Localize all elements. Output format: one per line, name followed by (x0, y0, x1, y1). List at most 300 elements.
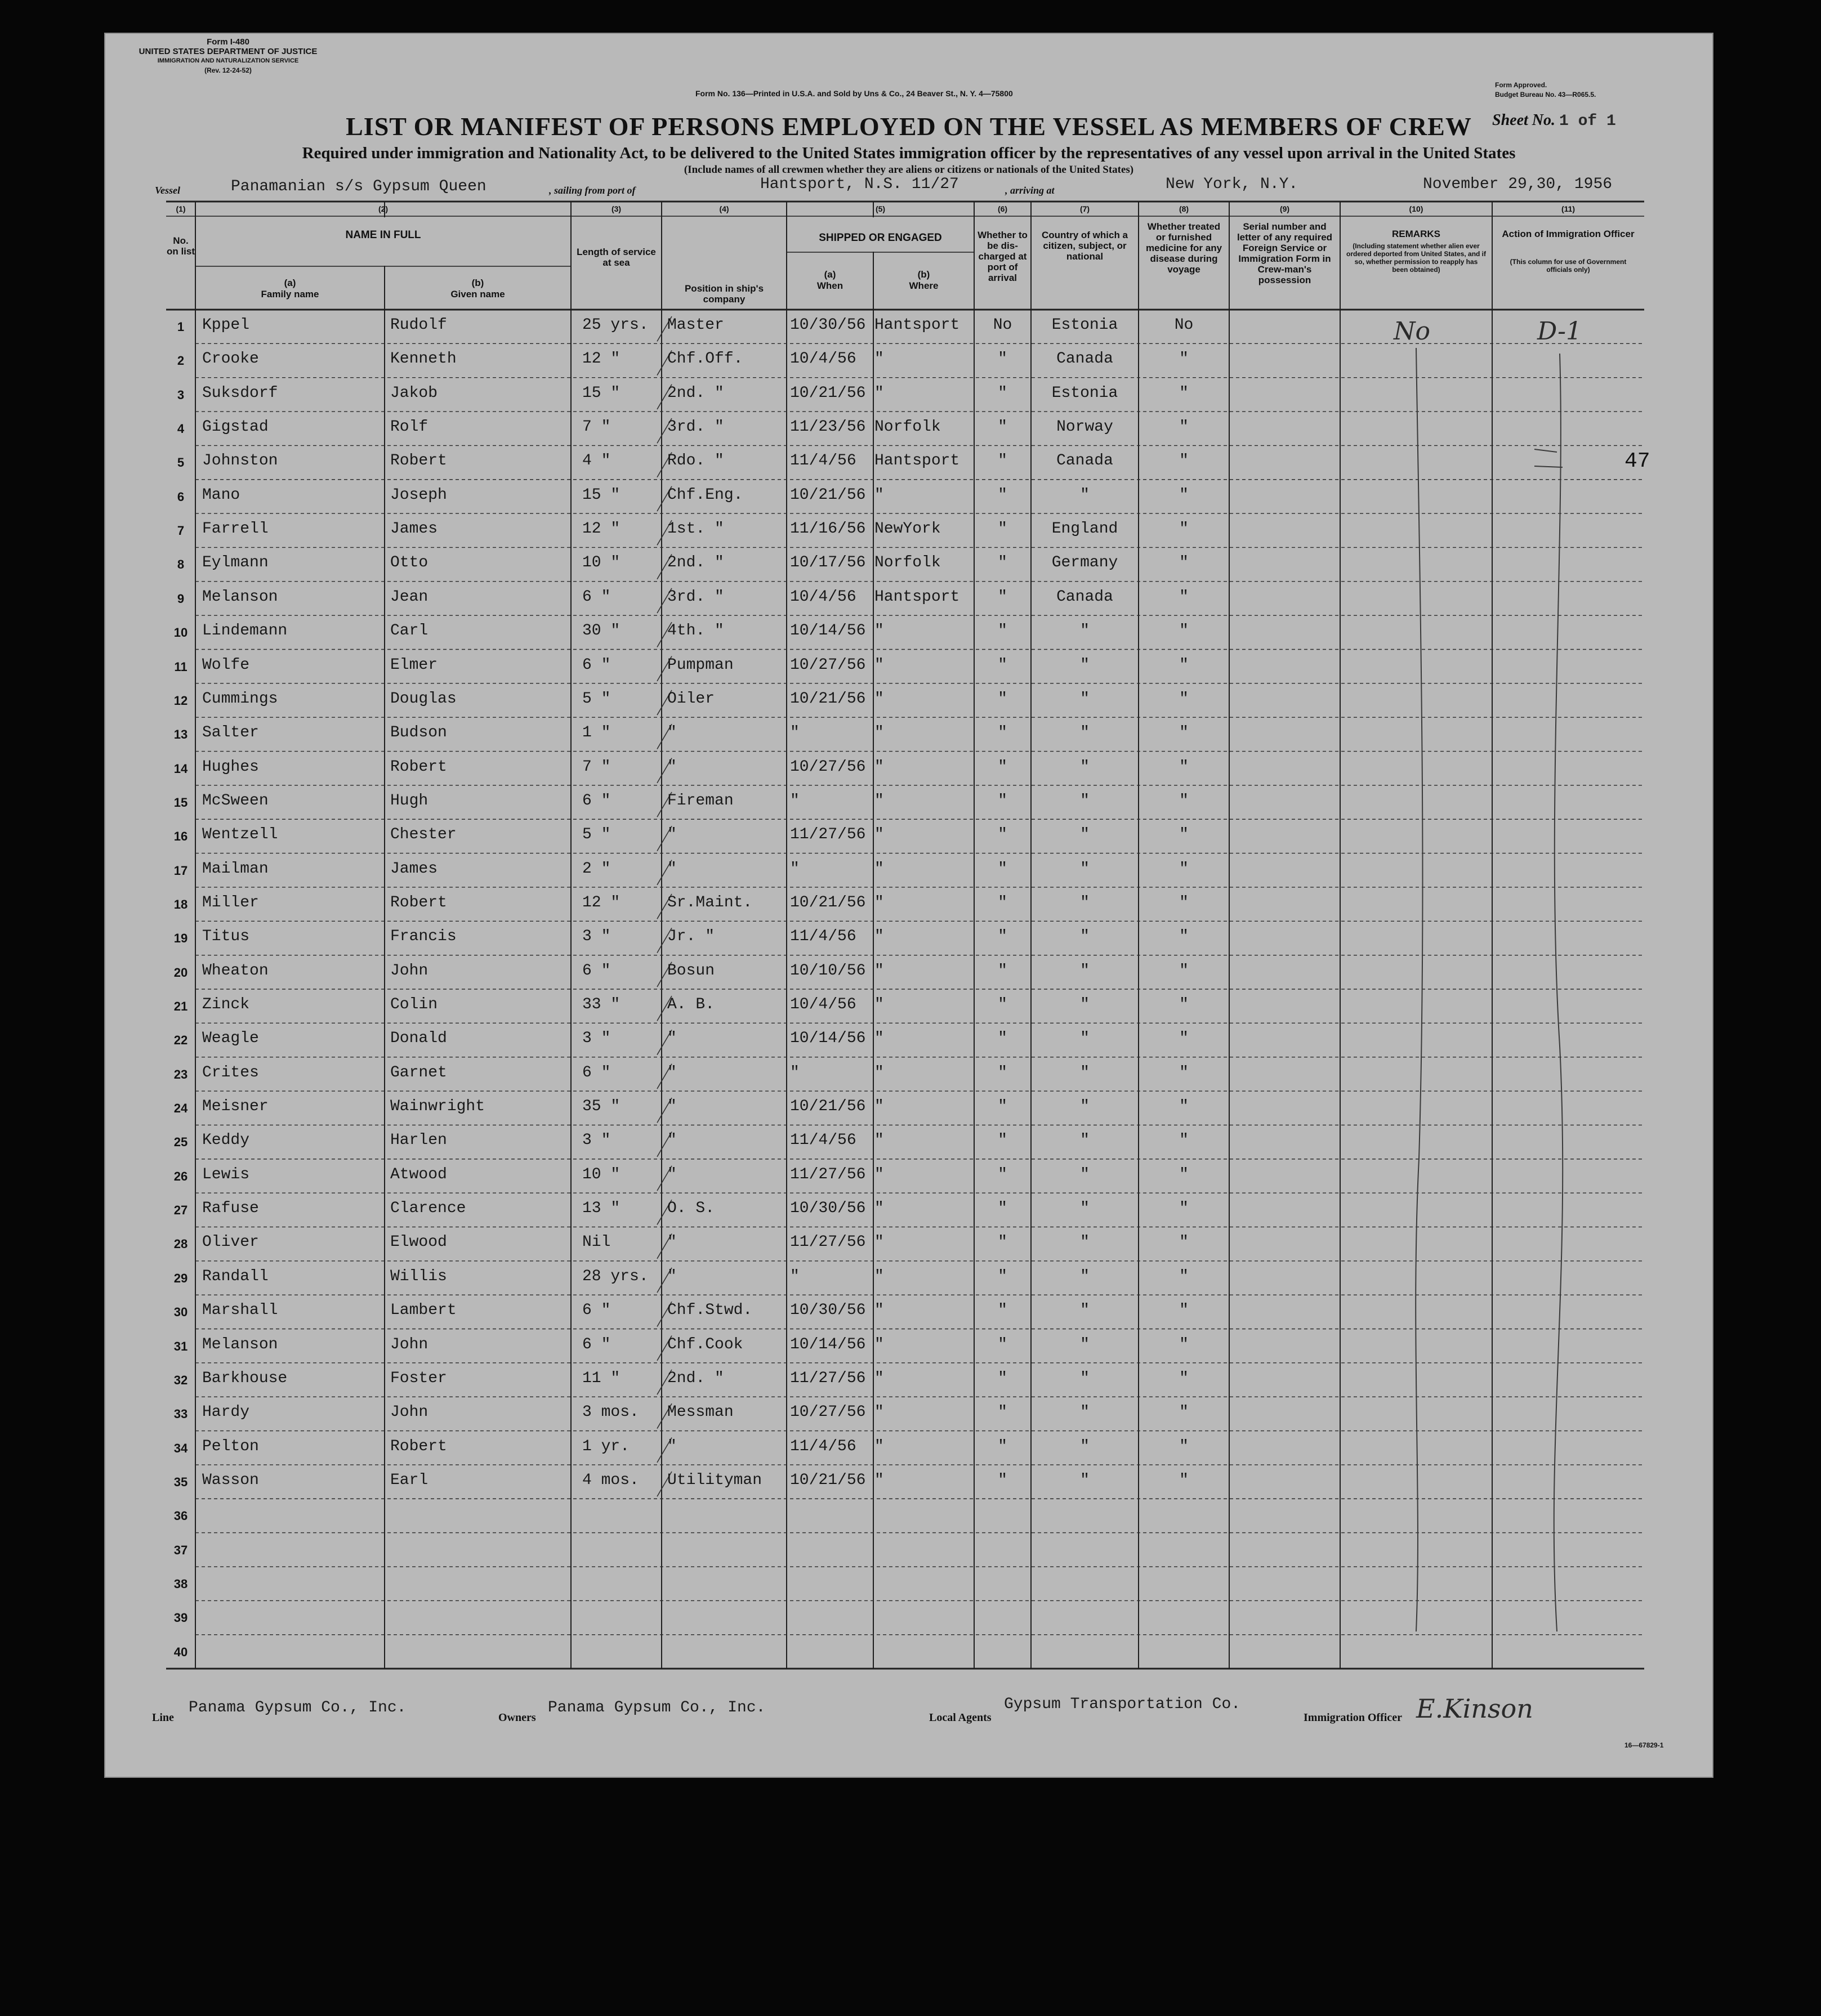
cell-treated: " (1179, 418, 1189, 436)
cell-given: Kenneth (390, 350, 457, 368)
agents-label: Local Agents (929, 1711, 992, 1724)
header-when: When (816, 280, 843, 291)
cell-length: 3 " (582, 1132, 611, 1150)
cell-treated: " (1179, 452, 1189, 470)
cell-position: " (667, 1165, 677, 1183)
column-number: (11) (1561, 204, 1575, 213)
cell-where: " (874, 384, 884, 402)
cell-where: " (874, 622, 884, 640)
cell-where: NewYork (874, 520, 941, 538)
cell-where: Hantsport (874, 588, 960, 606)
remarks-pencil-line (1416, 348, 1422, 1631)
cell-where: " (874, 792, 884, 810)
cell-country: Canada (1056, 350, 1113, 368)
cell-given: Douglas (390, 690, 457, 708)
cell-where: " (874, 724, 884, 742)
cell-treated: " (1179, 928, 1189, 946)
row-number: 22 (173, 1033, 188, 1048)
subtitle-note: (Include names of all crewmen whether they are aliens or citizens or nationals of the United States) (684, 164, 1134, 176)
sheet-value: 1 of 1 (1559, 113, 1616, 130)
header-when-a: (a) (824, 269, 836, 280)
row-number: 8 (177, 557, 185, 572)
cell-when: " (790, 1063, 800, 1081)
cell-position: 3rd. " (667, 588, 724, 606)
cell-country: " (1080, 1063, 1090, 1081)
cell-family: Melanson (202, 1335, 278, 1353)
header-given-name: Given name (450, 289, 505, 300)
cell-where: " (874, 860, 884, 878)
cell-family: Eylmann (202, 554, 269, 572)
cell-discharged: " (998, 520, 1007, 538)
row-number: 25 (173, 1135, 188, 1150)
cell-length: 12 " (582, 350, 621, 368)
cell-discharged: " (998, 758, 1007, 776)
cell-country: " (1080, 1335, 1090, 1353)
column-number: (6) (997, 204, 1008, 213)
manifest-sheet (104, 33, 1713, 1778)
cell-length: 7 " (582, 418, 611, 436)
row-number: 7 (177, 524, 185, 538)
cell-family: Wolfe (202, 656, 250, 674)
row-number: 2 (177, 354, 185, 368)
cell-length: 28 yrs. (582, 1267, 649, 1285)
header-remarks: REMARKS (1392, 229, 1440, 239)
service: IMMIGRATION AND NATURALIZATION SERVICE (157, 57, 299, 64)
cell-treated: " (1179, 792, 1189, 810)
cell-position: " (667, 1098, 677, 1116)
cell-when: 11/27/56 (790, 1369, 866, 1387)
row-number: 36 (173, 1509, 188, 1523)
cell-given: Robert (390, 1437, 447, 1455)
cell-given: Otto (390, 554, 429, 572)
column-number: (2) (378, 204, 389, 213)
cell-length: 6 " (582, 588, 611, 606)
cell-country: " (1080, 622, 1090, 640)
cell-length: 7 " (582, 758, 611, 776)
owners-label: Owners (498, 1711, 536, 1724)
cell-when: 11/4/56 (790, 452, 856, 470)
header-no-on-list: No. on list (166, 235, 195, 257)
cell-length: Nil (582, 1233, 611, 1251)
cell-family: Zinck (202, 996, 250, 1013)
column-number: (8) (1179, 204, 1189, 213)
cell-country: " (1080, 1098, 1090, 1116)
cell-position: Bosun (667, 962, 715, 980)
budget-bureau: Budget Bureau No. 43—R065.5. (1495, 91, 1596, 99)
cell-treated: " (1179, 350, 1189, 368)
cell-family: Gigstad (202, 418, 269, 436)
header-position: Position in ship's company (684, 283, 764, 305)
cell-length: 33 " (582, 996, 621, 1013)
cell-length: 3 " (582, 928, 611, 946)
cell-family: Wasson (202, 1471, 259, 1489)
cell-when: " (790, 792, 800, 810)
row-number: 15 (173, 795, 188, 810)
action-pencil-line (1554, 354, 1563, 1631)
cell-family: Farrell (202, 520, 269, 538)
cell-treated: " (1179, 1132, 1189, 1150)
cell-country: Canada (1056, 588, 1113, 606)
header-serial: Serial number and letter of any required Foreign Service or Immigration Form in Crew-man's possession (1237, 221, 1333, 285)
cell-country: Norway (1056, 418, 1113, 436)
row-number: 29 (173, 1271, 188, 1285)
cell-given: Atwood (390, 1165, 447, 1183)
cell-country: Canada (1056, 452, 1113, 470)
cell-where: " (874, 1437, 884, 1455)
cell-when: 10/30/56 (790, 1200, 866, 1218)
cell-given: Chester (390, 826, 457, 844)
cell-length: 15 " (582, 486, 621, 504)
cell-when: 10/21/56 (790, 1098, 866, 1116)
row-number: 30 (173, 1305, 188, 1320)
cell-position: Chf.Off. (667, 350, 743, 368)
cell-length: 1 " (582, 724, 611, 742)
header-given-b: (b) (471, 278, 484, 288)
cell-country: " (1080, 656, 1090, 674)
cell-position: " (667, 1063, 677, 1081)
cell-position: 2nd. " (667, 554, 724, 572)
row-number: 20 (173, 965, 188, 980)
cell-family: Miller (202, 893, 259, 911)
cell-where: " (874, 996, 884, 1013)
row-number: 33 (173, 1407, 188, 1422)
cell-discharged: " (998, 452, 1007, 470)
cell-given: John (390, 1335, 429, 1353)
column-number: (5) (875, 204, 886, 213)
cell-family: Crites (202, 1063, 259, 1081)
department: UNITED STATES DEPARTMENT OF JUSTICE (139, 47, 318, 56)
cell-length: 3 " (582, 1030, 611, 1048)
cell-treated: " (1179, 690, 1189, 708)
cell-discharged: " (998, 724, 1007, 742)
cell-family: Hardy (202, 1403, 250, 1422)
cell-when: 10/30/56 (790, 316, 866, 334)
cell-length: 30 " (582, 622, 621, 640)
owners-value: Panama Gypsum Co., Inc. (548, 1699, 766, 1716)
cell-given: Rolf (390, 418, 429, 436)
officer-label: Immigration Officer (1304, 1711, 1402, 1724)
cell-when: 11/4/56 (790, 1132, 856, 1150)
cell-when: 10/10/56 (790, 962, 866, 980)
cell-length: 6 " (582, 792, 611, 810)
cell-given: Robert (390, 893, 447, 911)
cell-length: 6 " (582, 962, 611, 980)
cell-treated: " (1179, 622, 1189, 640)
cell-position: Fireman (667, 792, 734, 810)
cell-discharged: " (998, 622, 1007, 640)
cell-discharged: " (998, 1369, 1007, 1387)
cell-length: 6 " (582, 1335, 611, 1353)
cell-where: " (874, 486, 884, 504)
cell-where: " (874, 758, 884, 776)
cell-where: " (874, 826, 884, 844)
cell-discharged: " (998, 1233, 1007, 1251)
row-number: 39 (173, 1611, 188, 1625)
cell-where: " (874, 962, 884, 980)
cell-family: Kppel (202, 316, 250, 334)
cell-treated: " (1179, 486, 1189, 504)
cell-treated: " (1179, 1302, 1189, 1320)
header-action-note: (This column for use of Government officials only) (1510, 258, 1627, 274)
cell-treated: " (1179, 1267, 1189, 1285)
cell-where: " (874, 928, 884, 946)
action-pencil-marks (1534, 449, 1563, 467)
cell-given: Robert (390, 452, 447, 470)
cell-treated: " (1179, 1369, 1189, 1387)
cell-family: Cummings (202, 690, 278, 708)
cell-country: " (1080, 1471, 1090, 1489)
cell-country: " (1080, 724, 1090, 742)
row-number: 34 (173, 1441, 188, 1455)
cell-length: 5 " (582, 826, 611, 844)
cell-treated: " (1179, 1335, 1189, 1353)
cell-position: 4th. " (667, 622, 724, 640)
cell-position: 2nd. " (667, 1369, 724, 1387)
cell-treated: " (1179, 860, 1189, 878)
cell-family: Pelton (202, 1437, 259, 1455)
cell-length: 25 yrs. (582, 316, 649, 334)
cell-treated: No (1174, 316, 1194, 334)
cell-position: Chf.Cook (667, 1335, 743, 1353)
header-action: Action of Immigration Officer (1502, 229, 1635, 239)
cell-treated: " (1179, 1030, 1189, 1048)
cell-country: " (1080, 758, 1090, 776)
cell-given: Wainwright (390, 1098, 485, 1116)
cell-treated: " (1179, 1403, 1189, 1422)
cell-treated: " (1179, 1233, 1189, 1251)
cell-country: " (1080, 1165, 1090, 1183)
row-number: 13 (173, 727, 188, 742)
column-number: (3) (611, 204, 622, 213)
row-number: 35 (173, 1474, 188, 1489)
cell-country: " (1080, 792, 1090, 810)
cell-country: " (1080, 1369, 1090, 1387)
cell-given: Harlen (390, 1132, 447, 1150)
cell-where: " (874, 1471, 884, 1489)
row-number: 5 (177, 455, 185, 470)
cell-where: Norfolk (874, 418, 941, 436)
cell-treated: " (1179, 520, 1189, 538)
cell-when: 10/21/56 (790, 1471, 866, 1489)
cell-discharged: " (998, 928, 1007, 946)
row-number: 3 (177, 387, 185, 402)
cell-given: John (390, 962, 429, 980)
row-number: 9 (177, 591, 185, 606)
cell-position: Utilityman (667, 1471, 762, 1489)
cell-discharged: " (998, 1200, 1007, 1218)
cell-discharged: No (993, 316, 1012, 334)
arriving-port: New York, N.Y. (1166, 176, 1298, 193)
cell-where: Hantsport (874, 452, 960, 470)
cell-given: Foster (390, 1369, 447, 1387)
cell-when: 10/4/56 (790, 350, 856, 368)
cell-given: Jean (390, 588, 429, 606)
cell-family: Titus (202, 928, 250, 946)
cell-discharged: " (998, 962, 1007, 980)
cell-family: Salter (202, 724, 259, 742)
row-number: 10 (173, 625, 188, 640)
cell-given: Rudolf (390, 316, 447, 334)
cell-position: Oiler (667, 690, 715, 708)
cell-discharged: " (998, 1267, 1007, 1285)
cell-length: 13 " (582, 1200, 621, 1218)
cell-where: " (874, 1267, 884, 1285)
remarks-handwriting: No (1394, 317, 1430, 346)
arriving-label: , arriving at (1005, 185, 1055, 196)
cell-length: 12 " (582, 520, 621, 538)
cell-discharged: " (998, 1030, 1007, 1048)
cell-discharged: " (998, 1302, 1007, 1320)
column-number: (9) (1279, 204, 1290, 213)
cell-country: " (1080, 996, 1090, 1013)
page-title: LIST OR MANIFEST OF PERSONS EMPLOYED ON THE VESSEL AS MEMBERS OF CREW (346, 112, 1472, 141)
header-discharged: Whether to be dis-charged at port of arrival (978, 230, 1028, 283)
cell-when: 10/21/56 (790, 893, 866, 911)
cell-given: Donald (390, 1030, 447, 1048)
cell-when: " (790, 1267, 800, 1285)
cell-family: Hughes (202, 758, 259, 776)
cell-where: " (874, 1369, 884, 1387)
cell-country: " (1080, 1267, 1090, 1285)
cell-where: " (874, 1403, 884, 1422)
cell-position: Pumpman (667, 656, 734, 674)
cell-length: 1 yr. (582, 1437, 630, 1455)
sheet-label: Sheet No. (1492, 111, 1555, 129)
line-label: Line (152, 1711, 174, 1724)
form-approved: Form Approved. (1495, 81, 1547, 89)
cell-country: " (1080, 1403, 1090, 1422)
cell-family: Johnston (202, 452, 278, 470)
cell-where: " (874, 656, 884, 674)
cell-family: Suksdorf (202, 384, 278, 402)
cell-length: 12 " (582, 893, 621, 911)
cell-length: 4 mos. (582, 1471, 639, 1489)
header-family-name: Family name (261, 289, 319, 300)
cell-given: Jakob (390, 384, 438, 402)
cell-when: 10/17/56 (790, 554, 866, 572)
cell-length: 11 " (582, 1369, 621, 1387)
header-where-b: (b) (917, 269, 930, 280)
cell-when: 10/4/56 (790, 588, 856, 606)
cell-length: 35 " (582, 1098, 621, 1116)
cell-treated: " (1179, 826, 1189, 844)
row-number: 40 (173, 1644, 188, 1659)
cell-length: 2 " (582, 860, 611, 878)
cell-family: Lindemann (202, 622, 288, 640)
cell-position: " (667, 1437, 677, 1455)
header-where: Where (909, 280, 939, 291)
cell-position: Master (667, 316, 724, 334)
cell-given: Elwood (390, 1233, 447, 1251)
row-number: 17 (173, 863, 188, 878)
cell-when: 11/4/56 (790, 1437, 856, 1455)
cell-position: " (667, 758, 677, 776)
cell-length: 15 " (582, 384, 621, 402)
row-number: 4 (177, 422, 185, 436)
cell-family: Keddy (202, 1132, 250, 1150)
row-number: 21 (173, 999, 188, 1013)
cell-family: McSween (202, 792, 269, 810)
header-span-mask (383, 217, 386, 266)
cell-when: 10/27/56 (790, 656, 866, 674)
cell-treated: " (1179, 384, 1189, 402)
cell-when: 11/27/56 (790, 1233, 866, 1251)
sailing-label: , sailing from port of (549, 185, 636, 196)
cell-when: 10/27/56 (790, 1403, 866, 1422)
cell-given: Elmer (390, 656, 438, 674)
cell-length: 10 " (582, 554, 621, 572)
cell-when: 11/27/56 (790, 826, 866, 844)
cell-discharged: " (998, 588, 1007, 606)
footer-code: 16—67829-1 (1624, 1741, 1664, 1749)
cell-family: Mano (202, 486, 240, 504)
cell-family: Lewis (202, 1165, 250, 1183)
column-number: (4) (719, 204, 729, 213)
cell-when: 10/14/56 (790, 622, 866, 640)
cell-country: Germany (1051, 554, 1118, 572)
cell-position: " (667, 1233, 677, 1251)
cell-discharged: " (998, 996, 1007, 1013)
cell-family: Wheaton (202, 962, 269, 980)
column-number: (7) (1079, 204, 1090, 213)
cell-country: " (1080, 1132, 1090, 1150)
cell-discharged: " (998, 1471, 1007, 1489)
cell-when: 10/14/56 (790, 1335, 866, 1353)
cell-given: Francis (390, 928, 457, 946)
cell-position: 1st. " (667, 520, 724, 538)
cell-country: " (1080, 962, 1090, 980)
cell-position: A. B. (667, 996, 715, 1013)
line-value: Panama Gypsum Co., Inc. (189, 1699, 407, 1716)
cell-length: 10 " (582, 1165, 621, 1183)
cell-family: Marshall (202, 1302, 278, 1320)
cell-given: Hugh (390, 792, 429, 810)
cell-family: Meisner (202, 1098, 269, 1116)
cell-country: " (1080, 1233, 1090, 1251)
cell-country: " (1080, 928, 1090, 946)
cell-country: Estonia (1051, 316, 1118, 334)
cell-treated: " (1179, 656, 1189, 674)
cell-family: Oliver (202, 1233, 259, 1251)
cell-treated: " (1179, 758, 1189, 776)
vessel-label: Vessel (155, 185, 180, 196)
cell-family: Mailman (202, 860, 269, 878)
cell-family: Crooke (202, 350, 259, 368)
cell-discharged: " (998, 1098, 1007, 1116)
cell-when: 10/21/56 (790, 690, 866, 708)
cell-discharged: " (998, 384, 1007, 402)
cell-discharged: " (998, 1165, 1007, 1183)
cell-when: 10/27/56 (790, 758, 866, 776)
cell-given: Earl (390, 1471, 429, 1489)
cell-where: " (874, 1132, 884, 1150)
cell-position: 2nd. " (667, 384, 724, 402)
cell-country: " (1080, 860, 1090, 878)
cell-family: Barkhouse (202, 1369, 288, 1387)
cell-when: " (790, 860, 800, 878)
cell-length: 5 " (582, 690, 611, 708)
cell-given: James (390, 520, 438, 538)
cell-country: " (1080, 690, 1090, 708)
cell-position: Chf.Eng. (667, 486, 743, 504)
cell-country: " (1080, 1302, 1090, 1320)
printer-note: Form No. 136—Printed in U.S.A. and Sold by Uns & Co., 24 Beaver St., N. Y. 4—75800 (695, 89, 1013, 98)
form-id: Form I-480 (207, 37, 249, 47)
cell-discharged: " (998, 1132, 1007, 1150)
cell-discharged: " (998, 554, 1007, 572)
cell-country: " (1080, 826, 1090, 844)
cell-where: " (874, 1063, 884, 1081)
